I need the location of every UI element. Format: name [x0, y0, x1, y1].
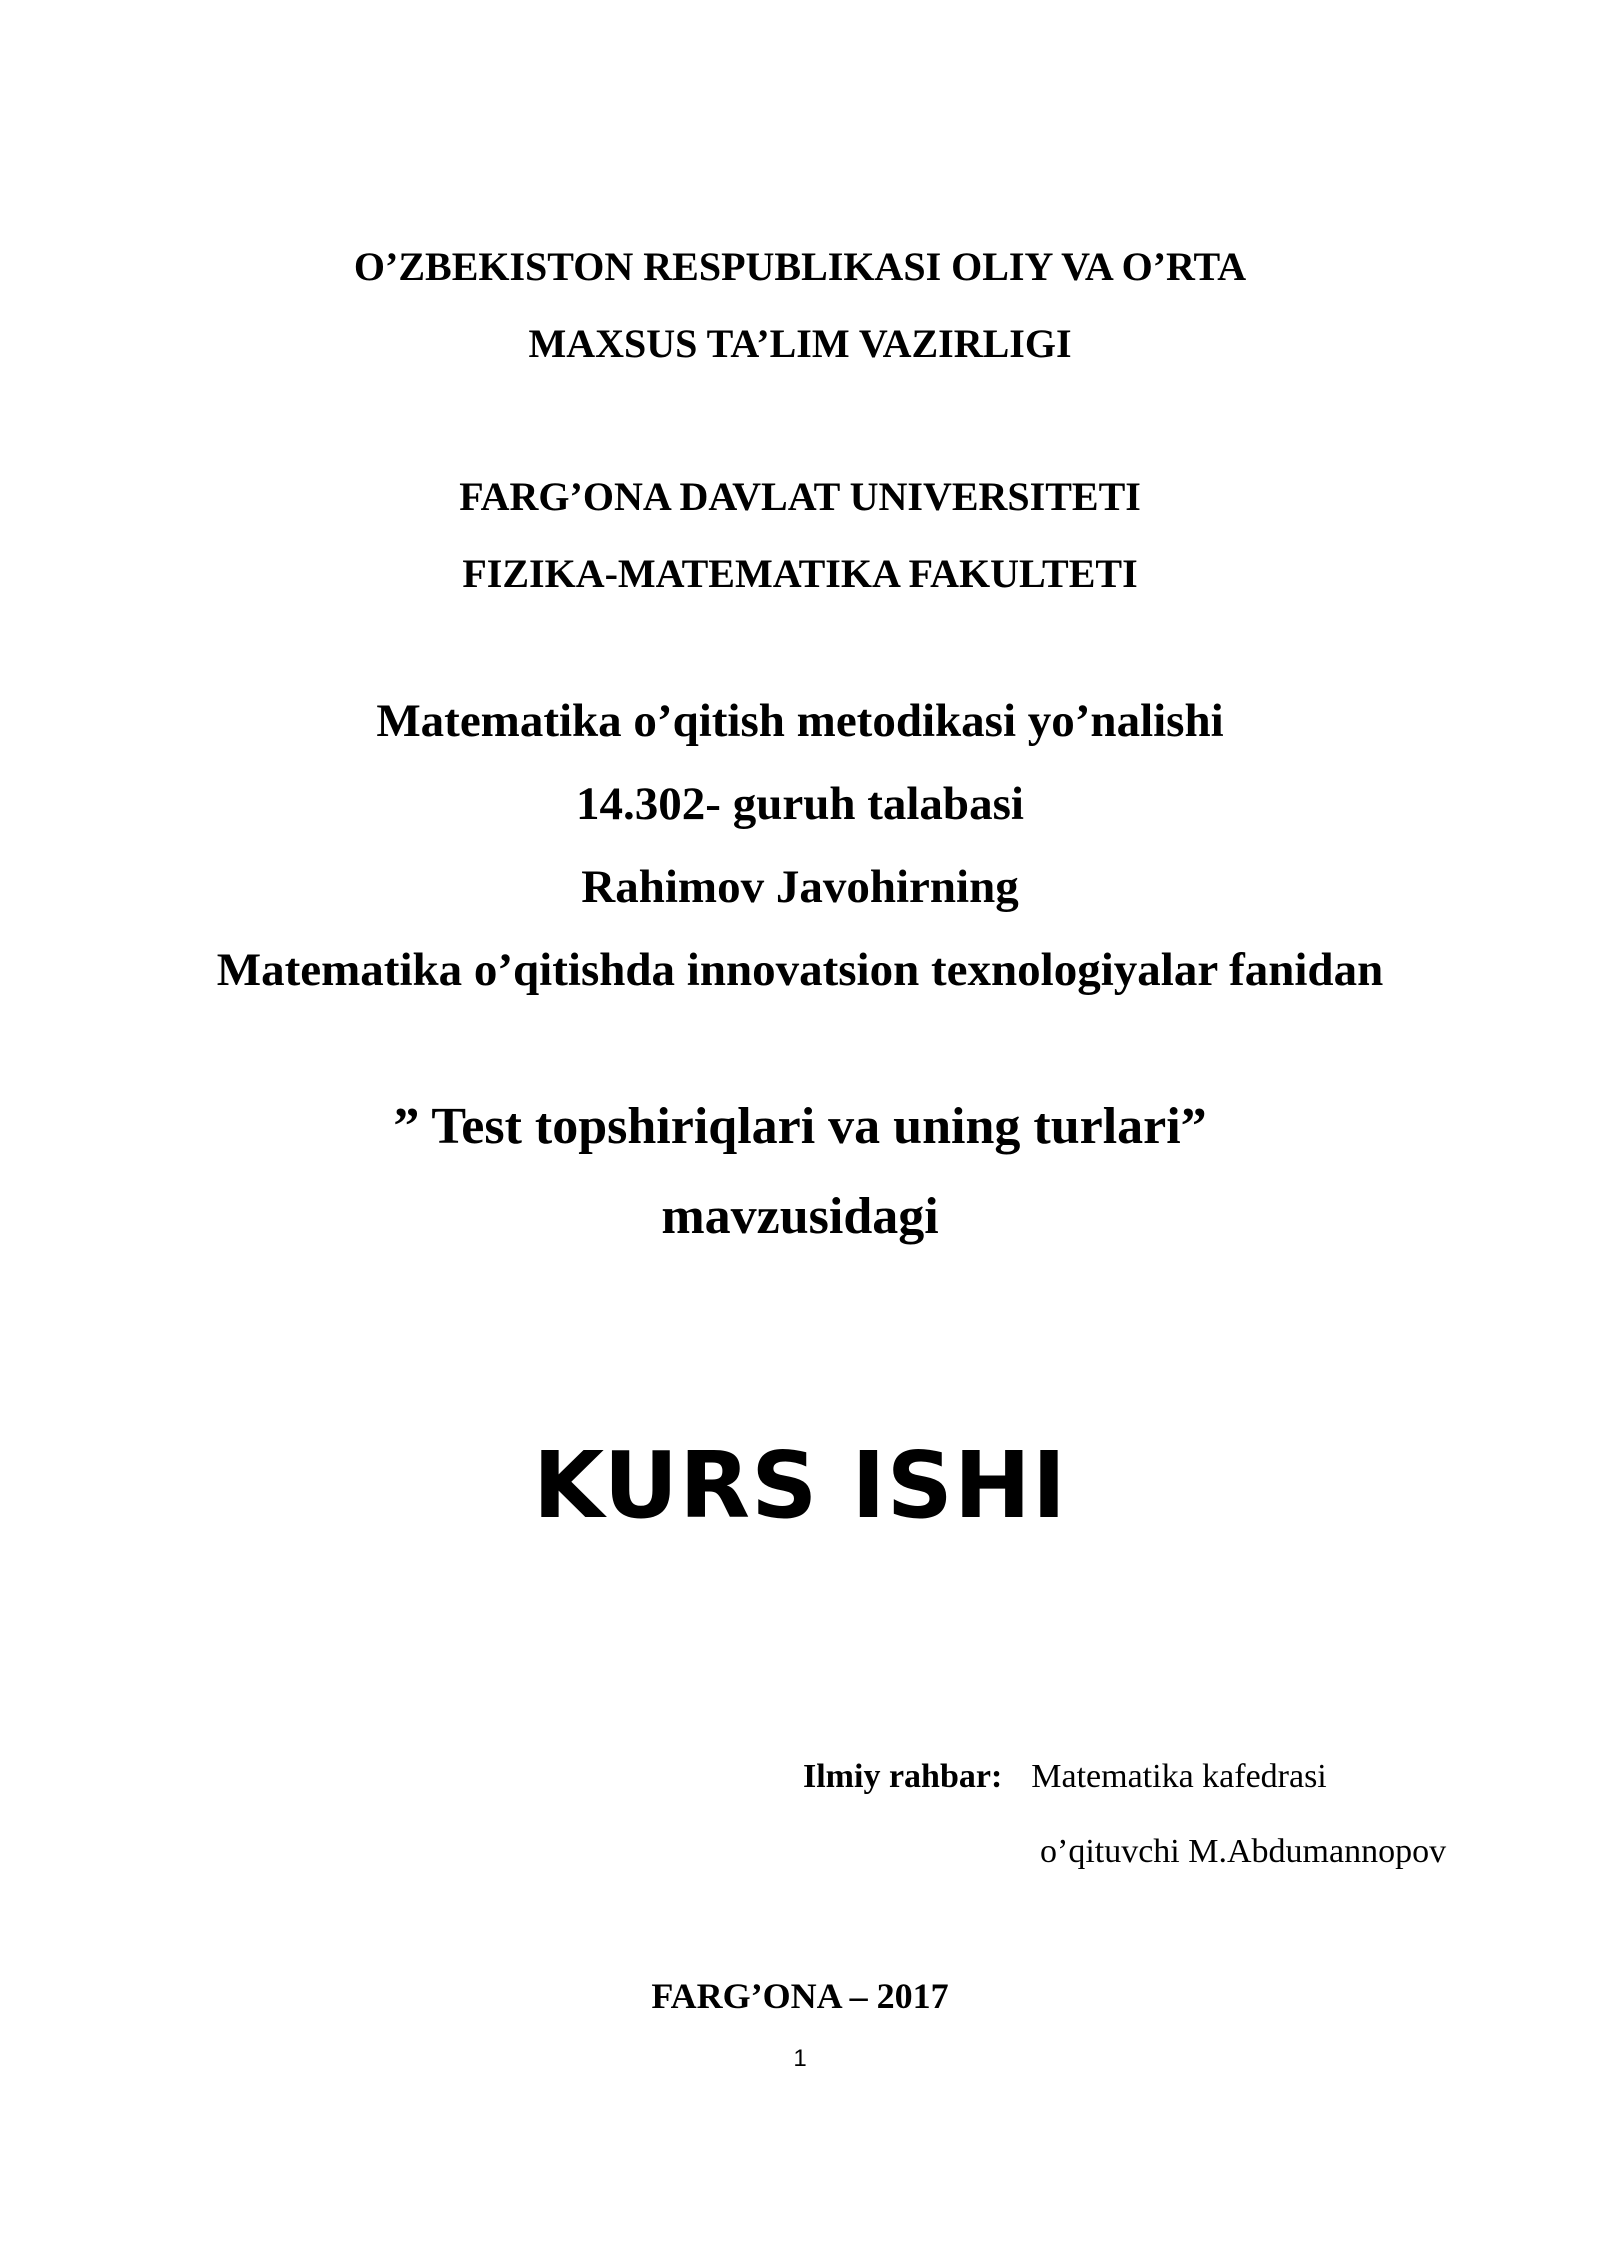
student-group: 14.302- guruh talabasi: [576, 778, 1024, 830]
supervisor-label: Ilmiy rahbar:: [803, 1758, 1003, 1795]
topic-suffix: mavzusidagi: [661, 1188, 939, 1245]
student-name: Rahimov Javohirning: [581, 861, 1019, 913]
supervisor-name: o’qituvchi M.Abdumannopov: [1040, 1833, 1447, 1870]
supervisor-line: [803, 1758, 1327, 1796]
supervisor-department: Matematika kafedrasi: [1031, 1758, 1327, 1795]
university-name: FARG’ONA DAVLAT UNIVERSITETI: [459, 474, 1141, 519]
document-type: KURS ISHI: [532, 1432, 1068, 1539]
city-year: FARG’ONA – 2017: [651, 1976, 949, 2016]
subject-name: Matematika o’qitishda innovatsion texnologiyalar fanidan: [216, 944, 1384, 996]
topic-title: ” Test topshiriqlari va uning turlari”: [393, 1098, 1207, 1155]
ministry-line-1: O’ZBEKISTON RESPUBLIKASI OLIY VA O’RTA: [353, 244, 1247, 289]
page-number: 1: [793, 2045, 807, 2072]
ministry-line-2: MAXSUS TA’LIM VAZIRLIGI: [528, 321, 1072, 366]
faculty-name: FIZIKA-MATEMATIKA FAKULTETI: [462, 551, 1138, 596]
study-direction: Matematika o’qitish metodikasi yo’nalishi: [376, 695, 1224, 747]
